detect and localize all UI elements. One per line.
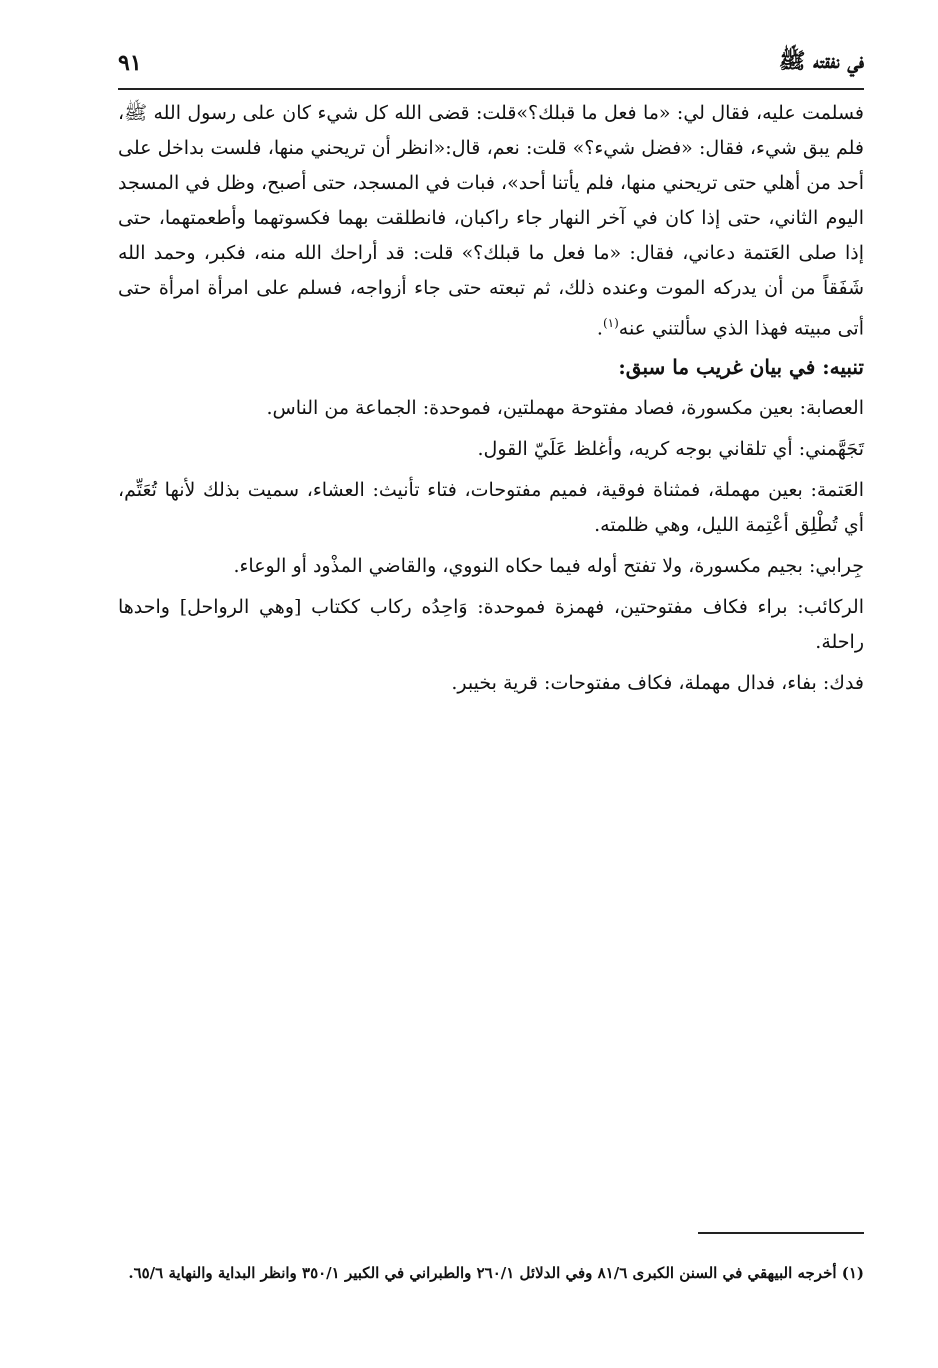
narrative-paragraph: فسلمت عليه، فقال لي: «ما فعل ما قبلك؟»قلت: قضى الله كل شيء كان على رسول الله ﷺ، فلم يبق شيء، فقال: «فضل شيء؟» قلت: نعم، قال:«انظر أن تريحني منها، فلست بداخل على أحد من أهلي حتى تريحني منها، فلم يأتنا أحد»، فبات في المسجد، حتى أصبح، وظل في المسجد اليوم الثاني، حتى إذا كان في آخر النهار جاء راكبان، فانطلقت بهما فكسوتهما وأطعمتهما، حتى إذا صلى العَتمة دعاني، فقال: «ما فعل ما قبلك؟» قلت: قد أراحك الله منه، فكبر، وحمد الله شَفَقاً من أن يدركه الموت وعنده ذلك، ثم تبعته حتى جاء أزواجه، فسلم على امرأة امرأة حتى أتى مبيته فهذا الذي سألتني عنه$^{(١)}$. (118, 102, 864, 340)
gloss-entry: جِرابي: بجيم مكسورة، ولا تفتح أوله فيما حكاه النووي، والقاضي المذْود أو الوعاء. (233, 555, 864, 578)
gloss-entry: فدك: بفاء، فدال مهملة، فكاف مفتوحات: قرية بخيبر. (451, 672, 864, 695)
footnote-separator (698, 1232, 864, 1234)
footnote-reference: (١) (602, 316, 619, 330)
gloss-entry: تَجَهَّمني: أي تلقاني بوجه كريه، وأغلظ عَلَيّ القول. (477, 438, 864, 461)
footnote: (١) أخرجه البيهقي في السنن الكبرى ٨١/٦ وفي الدلائل ٢٦٠/١ والطبراني في الكبير ٣٥٠/١ وانظر البداية والنهاية ٦٥/٦. (128, 1264, 864, 1282)
narrative-text: فسلمت عليه، فقال لي: «ما فعل ما قبلك؟»قلت: قضى الله كل شيء كان على رسول الله ﷺ، فلم يبق شيء، فقال: «فضل شيء؟» قلت: نعم، قال:«انظر أن تريحني منها، فلست بداخل على أحد من أهلي حتى تريحني منها، فلم يأتنا أحد»، فبات في المسجد، حتى أصبح، وظل في المسجد اليوم الثاني، حتى إذا كان في آخر النهار جاء راكبان، فانطلقت بهما فكسوتهما وأطعمتهما، حتى إذا صلى العَتمة دعاني، فقال: «ما فعل ما قبلك؟» قلت: قد أراحك الله منه، فكبر، وحمد الله شَفَقاً من أن يدركه الموت وعنده ذلك، ثم تبعته حتى جاء أزواجه، فسلم على امرأة امرأة حتى أتى مبيته فهذا الذي سألتني عنه (118, 102, 864, 340)
section-heading: تنبيه: في بيان غريب ما سبق: (618, 355, 864, 380)
page-header (118, 38, 864, 90)
gloss-entry: الركائب: براء فكاف مفتوحتين، فهمزة فموحدة: وَاحِدُه ركاب ككتاب [وهي الرواحل] واحدها راحلة. (118, 596, 864, 654)
main-text (118, 96, 864, 701)
page-number: ٩١ (118, 50, 142, 76)
gloss-entry: العصابة: بعين مكسورة، فصاد مفتوحة مهملتين، فموحدة: الجماعة من الناس. (266, 397, 864, 420)
gloss-entry: العَتمة: بعين مهملة، فمثناة فوقية، فميم مفتوحات، فتاء تأنيث: العشاء، سميت بذلك لأنها تُعَتِّم، أي تُطْلِق أعْتِمة الليل، وهي ظلمته. (118, 479, 864, 537)
running-title: في نفقته ﷺ (778, 48, 864, 74)
